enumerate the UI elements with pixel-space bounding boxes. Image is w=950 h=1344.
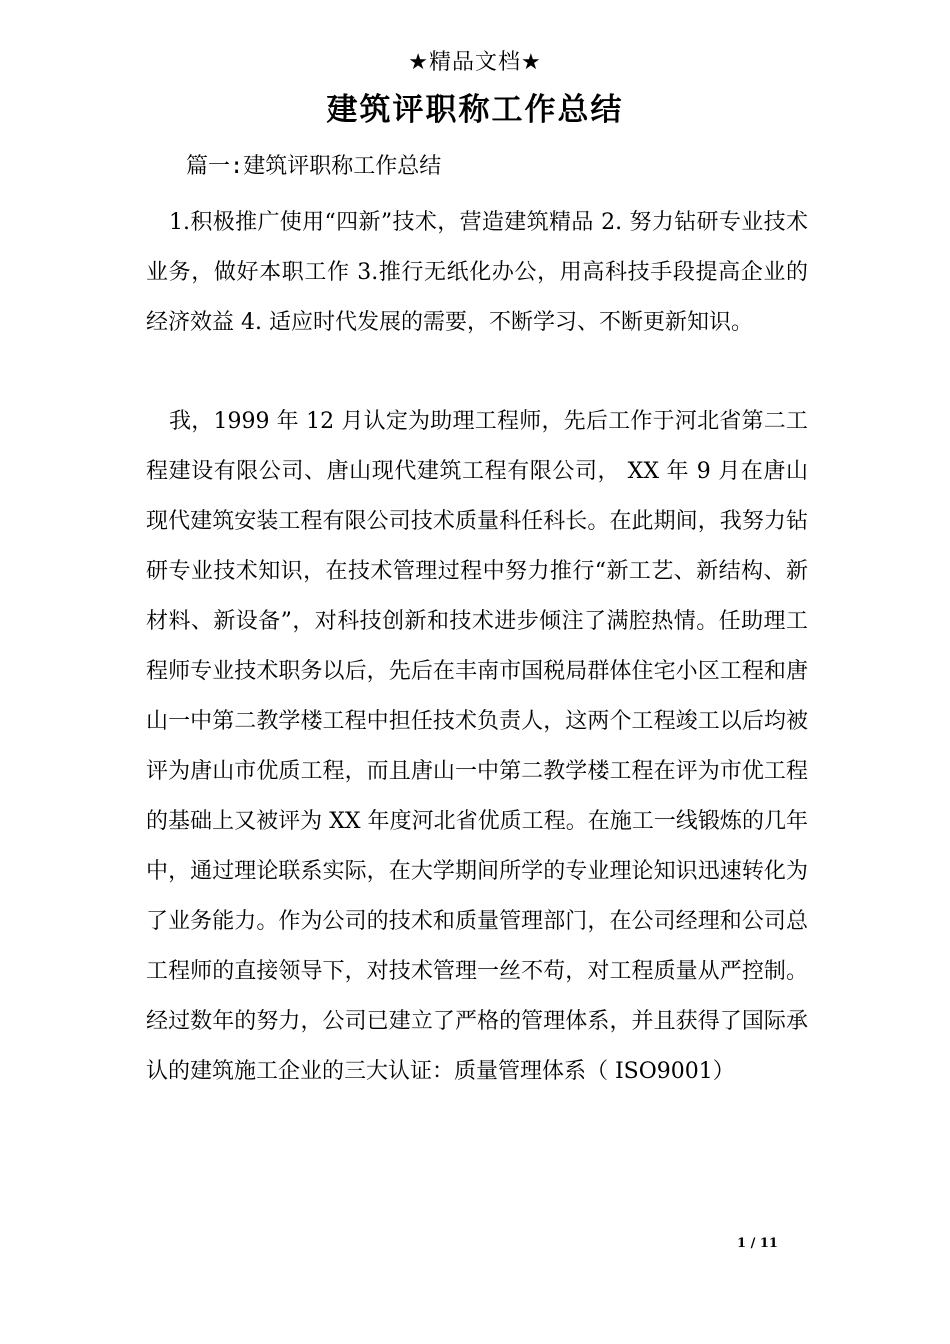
- paragraph-1: 1.积极推广使用“四新”技术，营造建筑精品 2. 努力钻研专业技术业务，做好本职工作 3.推行无纸化办公，用高科技手段提高企业的经济效益 4. 适应时代发展的需要，不断学习、不断更新知识。: [146, 210, 808, 335]
- page-number: 1 / 11: [737, 1236, 778, 1251]
- document-subtitle: 篇一:建筑评职称工作总结: [186, 154, 442, 179]
- document-title: 建筑评职称工作总结: [326, 92, 624, 128]
- page-header: ★精品文档★: [408, 50, 542, 75]
- paragraph-2: 我，1999 年 12 月认定为助理工程师，先后工作于河北省第二工程建设有限公司、唐山现代建筑工程有限公司， XX 年 9 月在唐山现代建筑安装工程有限公司技术质量科任科长。在此期间，我努力钻研专业技术知识，在技术管理过程中努力推行“新工艺、新结构、新材料、新设备”，对科技创新和技术进步倾注了满腔热情。任助理工程师专业技术职务以后，先后在丰南市国税局群体住宅小区工程和唐山一中第二教学楼工程中担任技术负责人，这两个工程竣工以后均被评为唐山市优质工程，而且唐山一中第二教学楼工程在评为市优工程的基础上又被评为 XX 年度河北省优质工程。在施工一线锻炼的几年中，通过理论联系实际，在大学期间所学的专业理论知识迅速转化为了业务能力。作为公司的技术和质量管理部门，在公司经理和公司总工程师的直接领导下，对技术管理一丝不苟，对工程质量从严控制。经过数年的努力，公司已建立了严格的管理体系，并且获得了国际承认的建筑施工企业的三大认证：质量管理体系（ ISO9001）: [146, 409, 808, 1084]
